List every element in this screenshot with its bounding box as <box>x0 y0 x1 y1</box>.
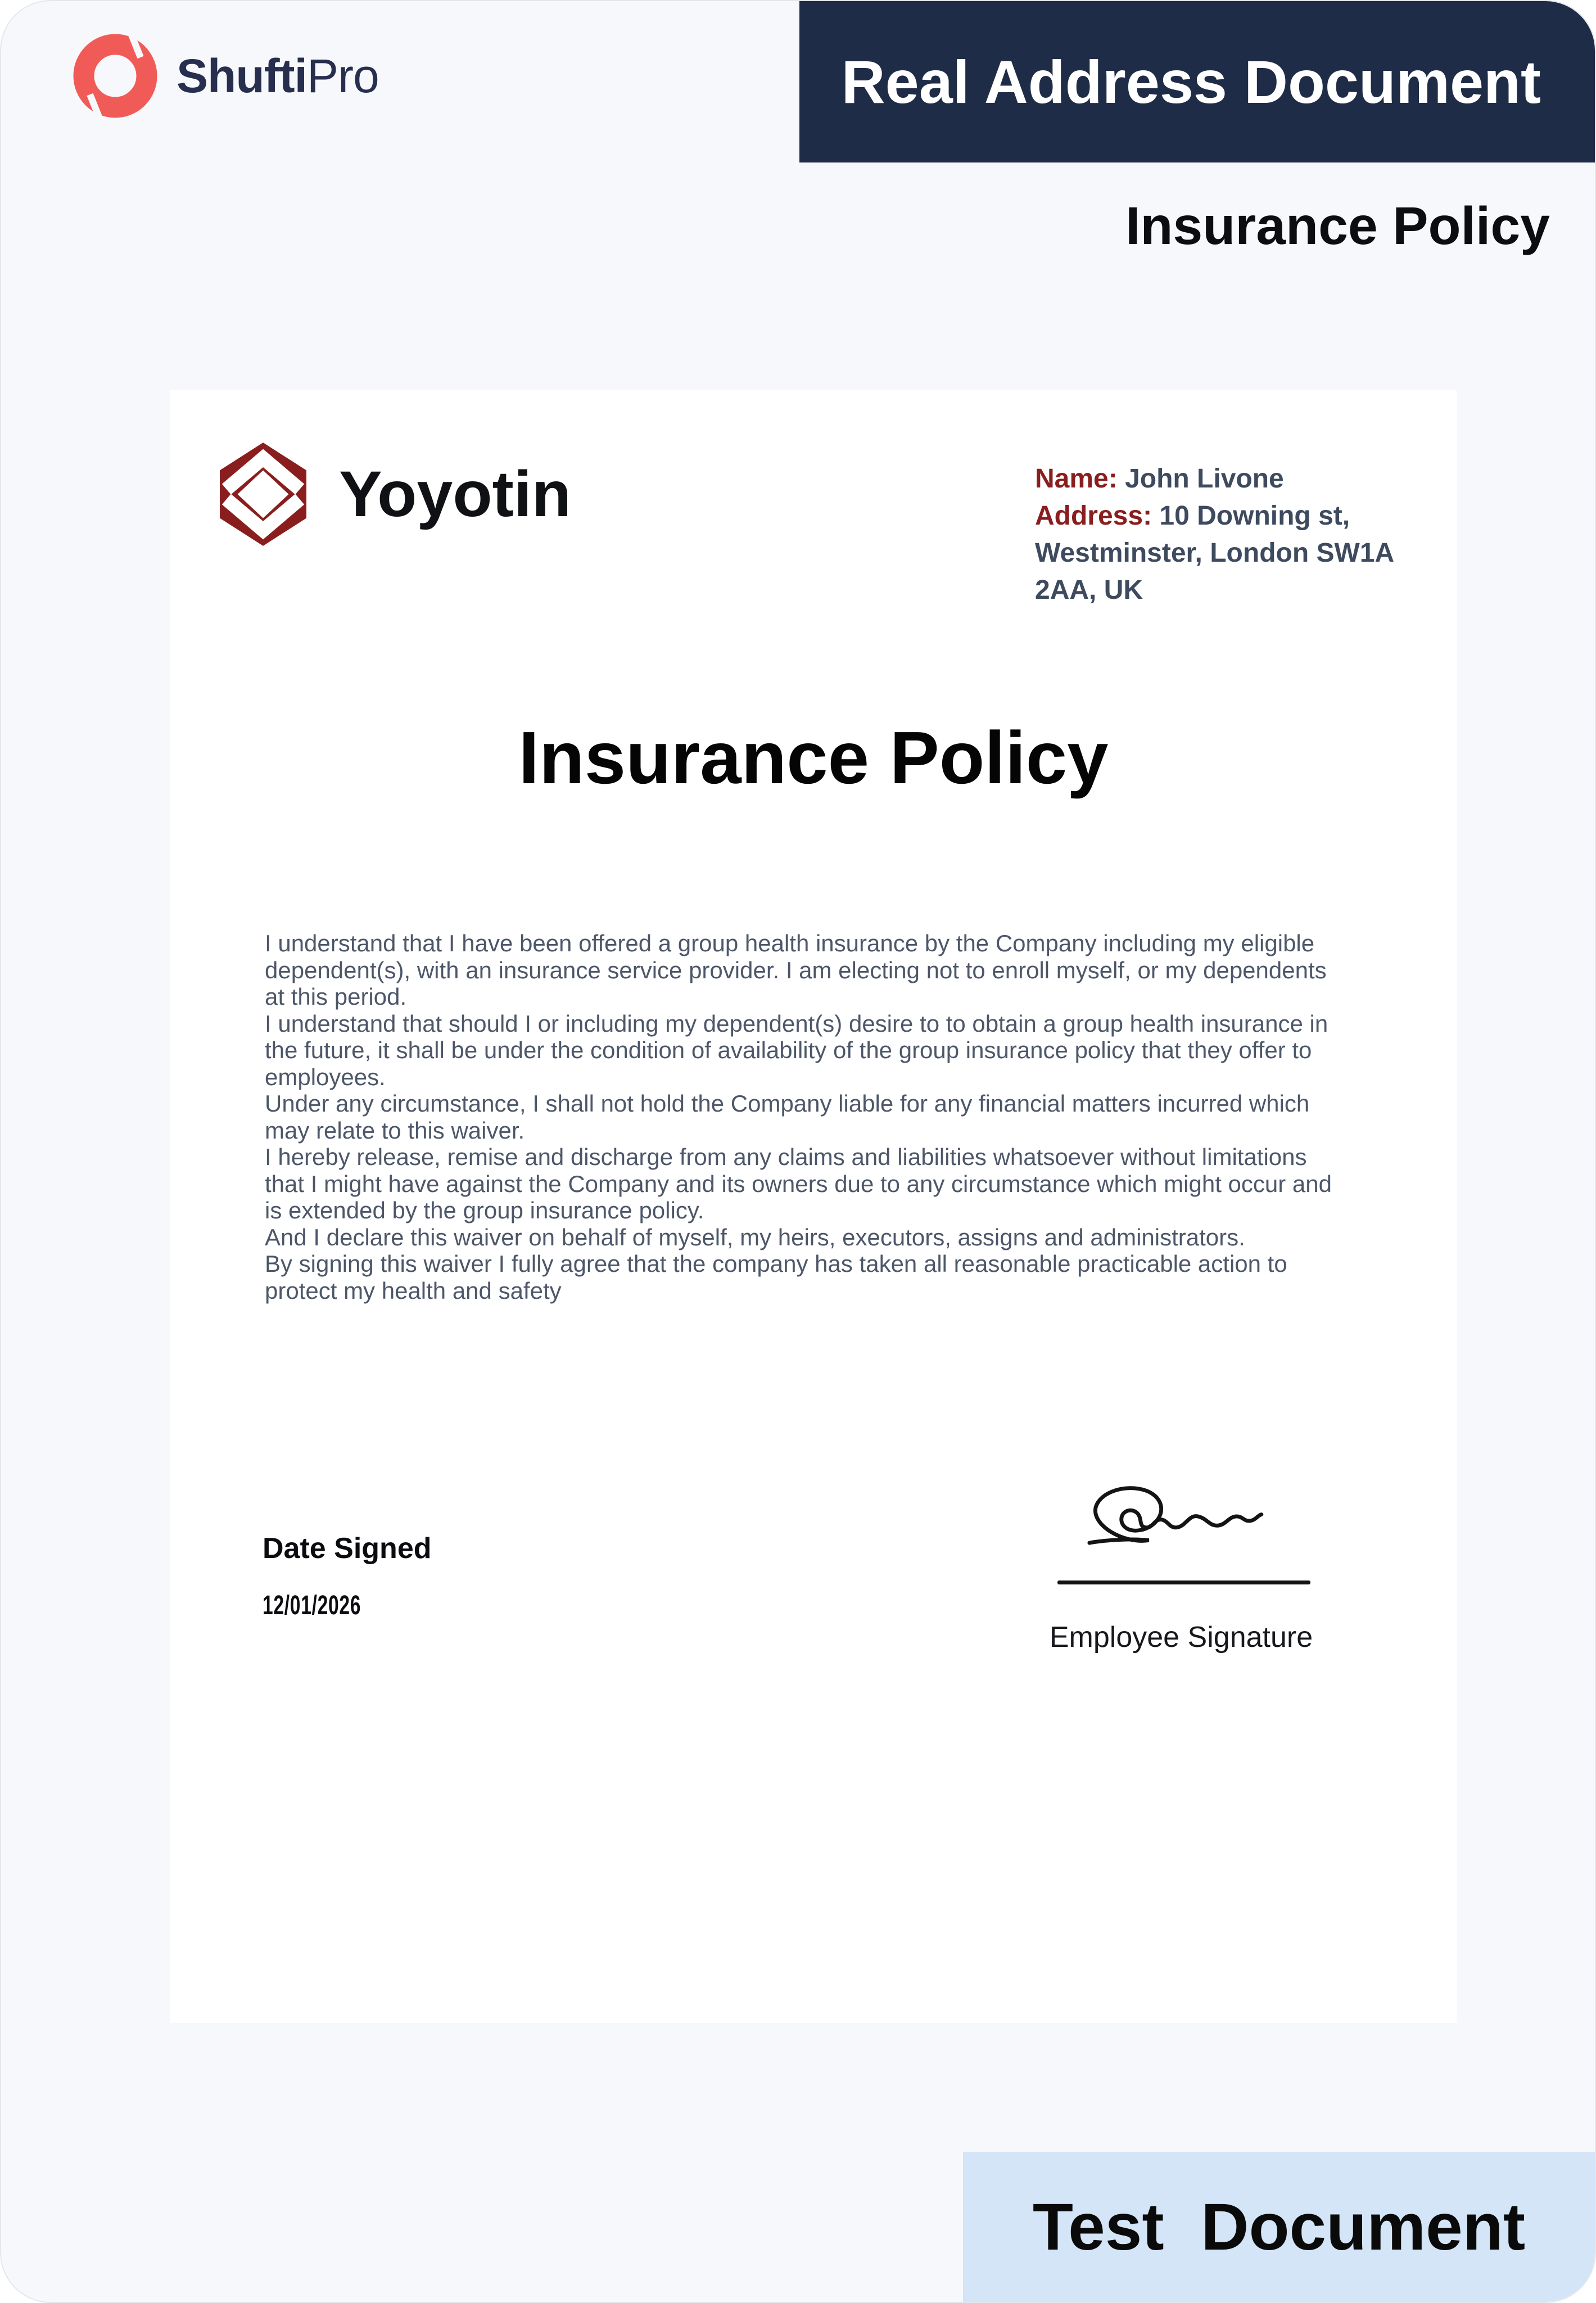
company-header <box>219 441 571 548</box>
recipient-name-label: Name: <box>1035 464 1118 494</box>
policy-paragraph: By signing this waiver I fully agree that the company has taken all reasonable practicable action to protect my health and safety <box>265 1250 1287 1304</box>
page-subtitle: Insurance Policy <box>1125 196 1550 256</box>
brand-wordmark-light: Pro <box>306 49 379 102</box>
recipient-block <box>1035 460 1406 609</box>
policy-paragraph: Under any circumstance, I shall not hold the Company liable for any financial matters incurred which may relate to this waiver. <box>265 1090 1310 1144</box>
signature-label: Employee Signature <box>1049 1621 1313 1654</box>
company-name: Yoyotin <box>339 458 572 530</box>
policy-paragraph: I hereby release, remise and discharge from any claims and liabilities whatsoever without limitations that I might have against the Company and its owners due to any circumstance which might occur and is extended by the group insurance policy. <box>265 1144 1332 1223</box>
yoyotin-hexagon-icon <box>219 441 308 548</box>
shuftipro-ring-icon <box>73 34 157 118</box>
document-card <box>170 390 1457 2023</box>
recipient-address-value: 10 Downing st, Westminster, London SW1A 2AA, UK <box>1035 501 1394 605</box>
document-type-banner <box>799 1 1596 162</box>
document-type-label: Real Address Document <box>841 48 1541 116</box>
document-title: Insurance Policy <box>518 716 1109 799</box>
recipient-name-value: John Livone <box>1125 464 1284 494</box>
test-document-label: Test Document <box>1032 2189 1526 2264</box>
recipient-name-row <box>1035 460 1406 498</box>
brand-wordmark-bold: Shufti <box>177 49 307 102</box>
signature-line <box>1057 1581 1310 1584</box>
recipient-address-label: Address: <box>1035 501 1152 531</box>
policy-paragraph: I understand that I have been offered a group health insurance by the Company including my eligible dependent(s), with an insurance service provider. I am electing not to enroll myself, or my dependents at this period. <box>265 930 1327 1010</box>
brand-wordmark <box>177 49 379 103</box>
signature-scribble-icon <box>1086 1484 1279 1553</box>
recipient-address-row <box>1035 498 1406 609</box>
policy-paragraph: I understand that should I or including my dependent(s) desire to to obtain a group health insurance in the future, it shall be under the condition of availability of the group insurance policy that they offer to employees. <box>265 1010 1328 1090</box>
policy-body <box>265 930 1347 1304</box>
date-signed-label: Date Signed <box>263 1532 432 1565</box>
date-signed-value: 12/01/2026 <box>263 1591 361 1620</box>
test-document-banner <box>963 2152 1595 2302</box>
policy-paragraph: And I declare this waiver on behalf of myself, my heirs, executors, assigns and administrators. <box>265 1223 1245 1250</box>
shuftipro-logo <box>73 34 379 118</box>
